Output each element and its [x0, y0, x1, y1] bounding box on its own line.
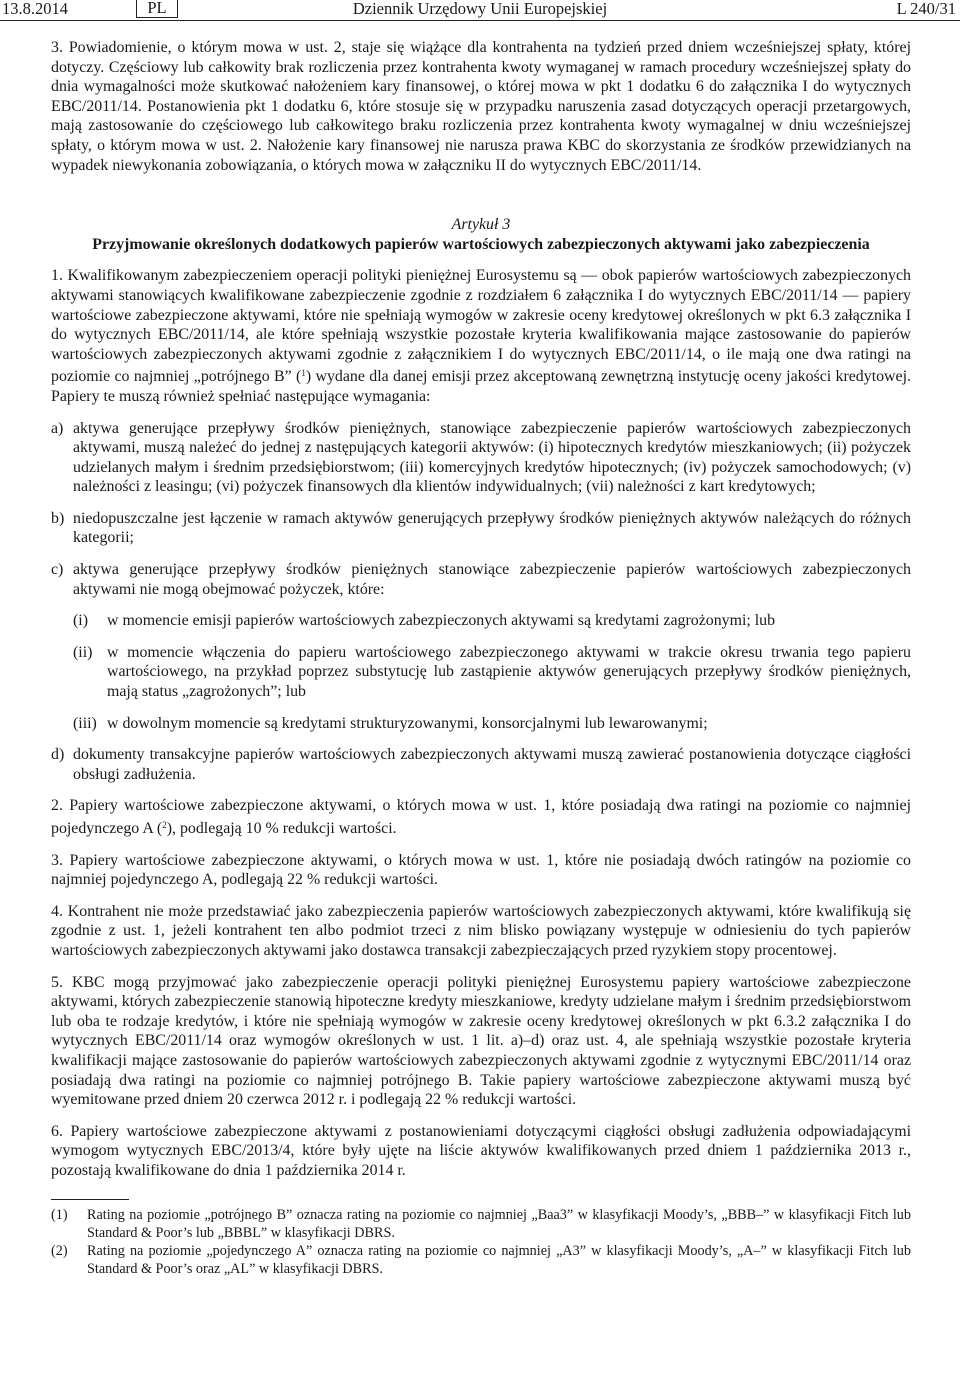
page-number: L 240/31: [896, 0, 956, 18]
sub-list: [73, 599, 911, 733]
list-item-a: a) aktywa generujące przepływy środków pieniężnych, stanowiące zabezpieczenie papierów wartościowych zabezpieczonych aktywami, muszą należeć do jednej z następujących kategorii aktywów: (i) hipotecznych kredytów mieszkaniowych; (ii) pożyczek udzielanych małym i średnim przedsiębiorstwom; (iii) komercyjnych kredytów hipotecznych; (iv) pożyczek samochodowych; (v) należności z leasingu; (vi) pożyczek finansowych dla klientów indywidualnych; (vii) należności z kart kredytowych;: [51, 419, 911, 496]
footnote-divider: [51, 1199, 129, 1200]
paragraph-5: 5. KBC mogą przyjmować jako zabezpieczenie operacji polityki pieniężnej Eurosystemu papiery wartościowe zabezpieczone aktywami, których zabezpieczenie stanowią hipoteczne kredyty mieszkaniowe, kredyty udzielane małym i średnim przedsiębiorstwom lub oba te rodzaje kredytów, i które nie spełniają wymogów w zakresie oceny kredytowej określonych w pkt 6.3.2 załącznika I do wytycznych EBC/2011/14 oraz wymogów określonych w ust. 1 lit. a)–d) oraz ust. 4, ale spełniają wszystkie pozostałe kryteria kwalifikacji mające zastosowanie do papierów wartościowych zabezpieczonych aktywami zgodnie z wytycznymi EBC/2011/14 oraz posiadają dwa ratingi na poziomie co najmniej potrójnego B. Takie papiery wartościowe zabezpieczone aktywami muszą być wyemitowane przed dniem 20 czerwca 2012 r. i podlegają 22 % redukcji wartości.: [51, 973, 911, 1109]
intro-paragraph: 3. Powiadomienie, o którym mowa w ust. 2, staje się wiążące dla kontrahenta na tydzień przed dniem wcześniejszej spłaty, której dotyczy. Częściowy lub całkowity brak rozliczenia przez kontrahenta kwoty wymaganej w ramach procedury wcześniejszej spłaty do dnia wymagalności może skutkować nałożeniem kary finansowej, o której mowa w pkt 1 dodatku 6 do załącznika I do wytycznych EBC/2011/14. Postanowienia pkt 1 dodatku 6, które stosuje się w przypadku naruszenia zasad dotyczących operacji przetargowych, mają zastosowanie do częściowego lub całkowitego braku rozliczenia przez kontrahenta kwoty wymagalnej w dniu wcześniejszej spłaty, o którym mowa w ust. 2. Nałożenie kary finansowej nie narusza prawa KBC do skorzystania ze środków przewidzianych na wypadek niewykonania zobowiązania, o których mowa w załączniku II do wytycznych EBC/2011/14.: [51, 39, 911, 174]
footnote-ref-1[interactable]: 1: [301, 368, 306, 379]
list-item-c: c) aktywa generujące przepływy środków pieniężnych stanowiące zabezpieczenie papierów wartościowych zabezpieczonych aktywami nie mogą obejmować pożyczek, które:: [51, 561, 911, 598]
requirements-list: [51, 407, 911, 785]
list-item-d: d) dokumenty transakcyjne papierów wartościowych zabezpieczonych aktywami muszą zawierać postanowienia dotyczące ciągłości obsługi zadłużenia.: [51, 746, 911, 783]
language-badge: PL: [136, 0, 178, 18]
footnote-1: (1) Rating na poziomie „potrójnego B” oznacza rating na poziomie co najmniej „Baa3” w klasyfikacji Moody’s, „BBB–” w klasyfikacji Fitch lub Standard & Poor’s lub „BBBL” w klasyfikacji DBRS.: [51, 1206, 911, 1241]
sub-item-ii: (ii) w momencie włączenia do papieru wartościowego zabezpieczonego aktywami w trakcie okresu trwania tego papieru wartościowego, na przykład poprzez substytucję lub zastąpienie aktywów generujących przepływy środków pieniężnych, mają status „zagrożonych”; lub: [73, 643, 911, 701]
paragraph-2: 2. Papiery wartościowe zabezpieczone aktywami, o których mowa w ust. 1, które posiadają dwa ratingi na poziomie co najmniej pojedynczego A ($^2$), podlegają 10 % redukcji wartości.: [51, 797, 911, 837]
paragraph-4: 4. Kontrahent nie może przedstawiać jako zabezpieczenia papierów wartościowych zabezpieczonych aktywami, które kwalifikują się zgodnie z ust. 1, jeżeli kontrahent ten albo podmiot trzeci z nim blisko powiązany występuje w odniesieniu do tych papierów wartościowych zabezpieczonych aktywami jako dostawca transakcji zabezpieczających przed ryzykiem stopy procentowej.: [51, 902, 911, 959]
sub-item-iii: (iii) w dowolnym momencie są kredytami strukturyzowanymi, konsorcjalnymi lub lewarowanymi;: [73, 714, 708, 732]
paragraph-1: 1. Kwalifikowanym zabezpieczeniem operacji polityki pieniężnej Eurosystemu są — obok papierów wartościowych zabezpieczonych aktywami stanowiących kwalifikowane zabezpieczenie zgodnie z rozdziałem 6 załącznika I do wytycznych EBC/2011/14 — papiery wartościowe zabezpieczone aktywami, które nie spełniają wymogów w zakresie oceny kredytowej określonych w pkt 6.3 załącznika I do wytycznych EBC/2011/14, ale które spełniają wszystkie pozostałe kryteria kwalifikowania mające zastosowanie do papierów wartościowych zabezpieczonych aktywami zgodnie z załącznikiem I do wytycznych EBC/2011/14, o ile mają one dwa ratingi na poziomie co najmniej „potrójnego B” ($^1$) wydane dla danej emisji przez akceptowaną zewnętrzną instytucję oceny jakości kredytowej. Papiery te muszą również spełniać następujące wymagania:: [51, 267, 911, 405]
paragraph-3: 3. Papiery wartościowe zabezpieczone aktywami, o których mowa w ust. 1, które nie posiadają dwóch ratingów na poziomie co najmniej pojedynczego A, podlegają 22 % redukcji wartości.: [51, 851, 911, 889]
article-number: Artykuł 3: [451, 216, 511, 234]
article-title: Przyjmowanie określonych dodatkowych papierów wartościowych zabezpieczonych aktywami jako zabezpieczenia: [92, 235, 870, 253]
footnote-ref-2[interactable]: 2: [162, 820, 167, 830]
header-divider: [0, 20, 960, 21]
list-item-b: b) niedopuszczalne jest łączenie w ramach aktywów generujących przepływy środków pieniężnych aktywów należących do różnych kategorii;: [51, 509, 911, 547]
publication-date: 13.8.2014: [2, 0, 68, 18]
journal-title: Dziennik Urzędowy Unii Europejskiej: [352, 0, 608, 18]
sub-item-i: (i) w momencie emisji papierów wartościowych zabezpieczonych aktywami są kredytami zagrożonymi; lub: [73, 612, 776, 630]
footnote-2: (2) Rating na poziomie „pojedynczego A” oznacza rating na poziomie co najmniej „A3” w klasyfikacji Moody’s, „A–” w klasyfikacji Fitch lub Standard & Poor’s oraz „AL” w klasyfikacji DBRS.: [51, 1242, 911, 1277]
document-body: [51, 38, 911, 1278]
paragraph-6: 6. Papiery wartościowe zabezpieczone aktywami z postanowieniami dotyczącymi ciągłości obsługi zadłużenia odpowiadającymi wymogom wytycznych EBC/2013/4, które były ujęte na liście aktywów kwalifikowanych przed dniem 1 października 2013 r., pozostają kwalifikowane do dnia 1 października 2014 r.: [51, 1122, 911, 1179]
